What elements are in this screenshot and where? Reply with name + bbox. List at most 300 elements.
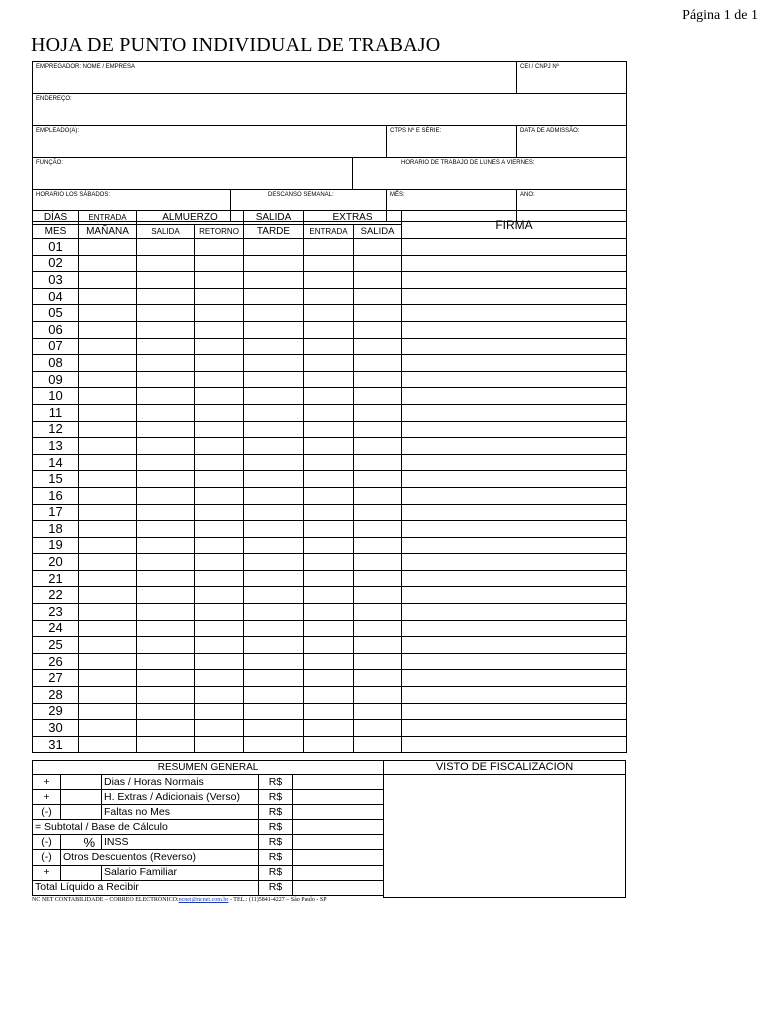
extras-salida-cell[interactable] — [354, 421, 402, 438]
salida-tarde-cell[interactable] — [244, 653, 304, 670]
summary-row — [33, 805, 384, 820]
almuerzo-retorno-cell[interactable] — [195, 720, 244, 737]
salida-tarde-cell[interactable] — [244, 504, 304, 521]
almuerzo-retorno-cell[interactable] — [195, 537, 244, 554]
value-cell[interactable] — [61, 865, 102, 880]
footer-prefix: NC NET CONTABILIDADE – CORREO ELECTRÓNICO: — [32, 897, 179, 903]
almuerzo-salida-cell[interactable] — [137, 454, 195, 471]
extras-salida-cell[interactable] — [354, 239, 402, 256]
almuerzo-salida-cell[interactable] — [137, 371, 195, 388]
extras-salida-cell[interactable] — [354, 587, 402, 604]
almuerzo-salida-cell[interactable] — [137, 471, 195, 488]
field-empleado[interactable]: EMPLEADO(A): — [33, 126, 387, 158]
day-row — [33, 653, 627, 670]
almuerzo-salida-cell[interactable] — [137, 587, 195, 604]
almuerzo-retorno-cell[interactable] — [195, 321, 244, 338]
almuerzo-salida-cell[interactable] — [137, 570, 195, 587]
almuerzo-retorno-cell[interactable] — [195, 653, 244, 670]
salida-tarde-cell[interactable] — [244, 670, 304, 687]
almuerzo-retorno-cell[interactable] — [195, 587, 244, 604]
day-row — [33, 703, 627, 720]
firma-cell[interactable] — [402, 371, 627, 388]
almuerzo-salida-cell[interactable] — [137, 355, 195, 372]
almuerzo-retorno-cell[interactable] — [195, 554, 244, 571]
day-number: 21 — [33, 570, 79, 587]
almuerzo-salida-cell[interactable] — [137, 620, 195, 637]
extras-entrada-cell[interactable] — [304, 720, 354, 737]
almuerzo-salida-cell[interactable] — [137, 288, 195, 305]
entrada-manana-cell[interactable] — [79, 703, 137, 720]
almuerzo-retorno-cell[interactable] — [195, 570, 244, 587]
entrada-manana-cell[interactable] — [79, 620, 137, 637]
entrada-manana-cell[interactable] — [79, 388, 137, 405]
almuerzo-salida-cell[interactable] — [137, 687, 195, 704]
extras-entrada-cell[interactable] — [304, 587, 354, 604]
extras-salida-cell[interactable] — [354, 604, 402, 621]
field-funcao[interactable]: FUNÇÃO: — [33, 158, 353, 190]
firma-cell[interactable] — [402, 272, 627, 289]
header-almuerzo-retorno: RETORNO — [195, 225, 244, 239]
almuerzo-retorno-cell[interactable] — [195, 288, 244, 305]
day-row — [33, 305, 627, 322]
almuerzo-salida-cell[interactable] — [137, 653, 195, 670]
value-cell[interactable] — [61, 805, 102, 820]
salida-tarde-cell[interactable] — [244, 438, 304, 455]
salida-tarde-cell[interactable] — [244, 338, 304, 355]
day-number: 03 — [33, 272, 79, 289]
almuerzo-retorno-cell[interactable] — [195, 687, 244, 704]
salida-tarde-cell[interactable] — [244, 604, 304, 621]
almuerzo-retorno-cell[interactable] — [195, 305, 244, 322]
currency: R$ — [259, 775, 293, 790]
summary-label: Faltas no Mes — [102, 805, 259, 820]
firma-cell[interactable] — [402, 554, 627, 571]
almuerzo-salida-cell[interactable] — [137, 554, 195, 571]
extras-salida-cell[interactable] — [354, 637, 402, 654]
firma-cell[interactable] — [402, 438, 627, 455]
extras-entrada-cell[interactable] — [304, 454, 354, 471]
extras-salida-cell[interactable] — [354, 720, 402, 737]
field-endereco[interactable]: ENDEREÇO: — [33, 94, 627, 126]
almuerzo-retorno-cell[interactable] — [195, 421, 244, 438]
day-number: 14 — [33, 454, 79, 471]
field-mes[interactable]: MÊS: — [387, 190, 517, 222]
value-cell[interactable] — [61, 775, 102, 790]
salida-tarde-cell[interactable] — [244, 554, 304, 571]
amount-cell[interactable] — [293, 775, 384, 790]
almuerzo-retorno-cell[interactable] — [195, 338, 244, 355]
extras-salida-cell[interactable] — [354, 504, 402, 521]
almuerzo-salida-cell[interactable] — [137, 537, 195, 554]
extras-salida-cell[interactable] — [354, 703, 402, 720]
firma-cell[interactable] — [402, 454, 627, 471]
firma-cell[interactable] — [402, 587, 627, 604]
sign: (-) — [33, 805, 61, 820]
almuerzo-retorno-cell[interactable] — [195, 371, 244, 388]
salida-tarde-cell[interactable] — [244, 521, 304, 538]
extras-entrada-cell[interactable] — [304, 288, 354, 305]
info-block — [32, 61, 627, 222]
summary-label: Salario Familiar — [102, 865, 259, 880]
percent-cell[interactable] — [61, 835, 102, 850]
entrada-manana-cell[interactable] — [79, 521, 137, 538]
almuerzo-salida-cell[interactable] — [137, 255, 195, 272]
value-cell[interactable] — [61, 790, 102, 805]
extras-entrada-cell[interactable] — [304, 471, 354, 488]
day-number: 16 — [33, 487, 79, 504]
firma-cell[interactable] — [402, 521, 627, 538]
salida-tarde-cell[interactable] — [244, 239, 304, 256]
day-row — [33, 487, 627, 504]
firma-cell[interactable] — [402, 255, 627, 272]
salida-tarde-cell[interactable] — [244, 687, 304, 704]
day-row — [33, 670, 627, 687]
field-descanso[interactable]: DESCANSO SEMANAL: — [231, 190, 387, 222]
firma-cell[interactable] — [402, 305, 627, 322]
extras-salida-cell[interactable] — [354, 736, 402, 753]
header-extras: EXTRAS — [304, 211, 402, 225]
almuerzo-retorno-cell[interactable] — [195, 637, 244, 654]
day-number: 08 — [33, 355, 79, 372]
field-horario-lv[interactable]: HORARIO DE TRABAJO DE LUNES A VIERNES: — [353, 158, 627, 190]
almuerzo-retorno-cell[interactable] — [195, 471, 244, 488]
day-row — [33, 554, 627, 571]
entrada-manana-cell[interactable] — [79, 487, 137, 504]
almuerzo-retorno-cell[interactable] — [195, 438, 244, 455]
extras-entrada-cell[interactable] — [304, 537, 354, 554]
entrada-manana-cell[interactable] — [79, 736, 137, 753]
firma-cell[interactable] — [402, 703, 627, 720]
extras-salida-cell[interactable] — [354, 653, 402, 670]
almuerzo-retorno-cell[interactable] — [195, 388, 244, 405]
extras-salida-cell[interactable] — [354, 272, 402, 289]
day-number: 28 — [33, 687, 79, 704]
extras-entrada-cell[interactable] — [304, 404, 354, 421]
firma-cell[interactable] — [402, 404, 627, 421]
entrada-manana-cell[interactable] — [79, 471, 137, 488]
header-firma: FIRMA — [402, 211, 627, 239]
salida-tarde-cell[interactable] — [244, 404, 304, 421]
entrada-manana-cell[interactable] — [79, 355, 137, 372]
salida-tarde-cell[interactable] — [244, 703, 304, 720]
field-cei[interactable]: CEI / CNPJ Nº — [517, 62, 627, 94]
almuerzo-salida-cell[interactable] — [137, 388, 195, 405]
almuerzo-retorno-cell[interactable] — [195, 487, 244, 504]
firma-cell[interactable] — [402, 504, 627, 521]
summary-label: Otros Descuentos (Reverso) — [61, 850, 259, 865]
day-row — [33, 720, 627, 737]
day-row — [33, 239, 627, 256]
extras-entrada-cell[interactable] — [304, 554, 354, 571]
entrada-manana-cell[interactable] — [79, 305, 137, 322]
almuerzo-retorno-cell[interactable] — [195, 239, 244, 256]
firma-cell[interactable] — [402, 653, 627, 670]
extras-entrada-cell[interactable] — [304, 670, 354, 687]
entrada-manana-cell[interactable] — [79, 421, 137, 438]
extras-entrada-cell[interactable] — [304, 438, 354, 455]
extras-salida-cell[interactable] — [354, 371, 402, 388]
salida-tarde-cell[interactable] — [244, 388, 304, 405]
day-row — [33, 355, 627, 372]
extras-salida-cell[interactable] — [354, 305, 402, 322]
field-ctps[interactable]: CTPS Nº E SÉRIE: — [387, 126, 517, 158]
firma-cell[interactable] — [402, 620, 627, 637]
entrada-manana-cell[interactable] — [79, 687, 137, 704]
day-number: 29 — [33, 703, 79, 720]
day-number: 10 — [33, 388, 79, 405]
extras-salida-cell[interactable] — [354, 288, 402, 305]
almuerzo-salida-cell[interactable] — [137, 670, 195, 687]
day-number: 19 — [33, 537, 79, 554]
firma-cell[interactable] — [402, 487, 627, 504]
salida-tarde-cell[interactable] — [244, 471, 304, 488]
salida-tarde-cell[interactable] — [244, 570, 304, 587]
extras-salida-cell[interactable] — [354, 487, 402, 504]
almuerzo-salida-cell[interactable] — [137, 305, 195, 322]
day-row — [33, 570, 627, 587]
day-row — [33, 687, 627, 704]
sign: + — [33, 865, 61, 880]
day-row — [33, 338, 627, 355]
firma-cell[interactable] — [402, 288, 627, 305]
salida-tarde-cell[interactable] — [244, 454, 304, 471]
salida-tarde-cell[interactable] — [244, 272, 304, 289]
almuerzo-retorno-cell[interactable] — [195, 620, 244, 637]
almuerzo-salida-cell[interactable] — [137, 239, 195, 256]
field-admissao[interactable]: DATA DE ADMISSÃO: — [517, 126, 627, 158]
entrada-manana-cell[interactable] — [79, 604, 137, 621]
almuerzo-retorno-cell[interactable] — [195, 454, 244, 471]
almuerzo-salida-cell[interactable] — [137, 404, 195, 421]
entrada-manana-cell[interactable] — [79, 272, 137, 289]
firma-cell[interactable] — [402, 388, 627, 405]
extras-entrada-cell[interactable] — [304, 421, 354, 438]
almuerzo-retorno-cell[interactable] — [195, 272, 244, 289]
visto-box[interactable] — [383, 760, 626, 898]
entrada-manana-cell[interactable] — [79, 570, 137, 587]
header-extras-entrada: ENTRADA — [304, 225, 354, 239]
page-indicator: Página 1 de 1 — [682, 8, 758, 23]
salida-tarde-cell[interactable] — [244, 720, 304, 737]
entrada-manana-cell[interactable] — [79, 720, 137, 737]
field-horario-sab[interactable]: HORARIO LOS SÁBADOS: — [33, 190, 231, 222]
extras-entrada-cell[interactable] — [304, 637, 354, 654]
almuerzo-retorno-cell[interactable] — [195, 255, 244, 272]
extras-entrada-cell[interactable] — [304, 487, 354, 504]
almuerzo-salida-cell[interactable] — [137, 521, 195, 538]
extras-entrada-cell[interactable] — [304, 504, 354, 521]
day-number: 24 — [33, 620, 79, 637]
salida-tarde-cell[interactable] — [244, 321, 304, 338]
entrada-manana-cell[interactable] — [79, 288, 137, 305]
day-row — [33, 504, 627, 521]
day-number: 26 — [33, 653, 79, 670]
almuerzo-retorno-cell[interactable] — [195, 703, 244, 720]
almuerzo-salida-cell[interactable] — [137, 321, 195, 338]
firma-cell[interactable] — [402, 239, 627, 256]
firma-cell[interactable] — [402, 687, 627, 704]
extras-entrada-cell[interactable] — [304, 321, 354, 338]
almuerzo-salida-cell[interactable] — [137, 438, 195, 455]
extras-entrada-cell[interactable] — [304, 604, 354, 621]
extras-salida-cell[interactable] — [354, 537, 402, 554]
firma-cell[interactable] — [402, 338, 627, 355]
entrada-manana-cell[interactable] — [79, 504, 137, 521]
extras-salida-cell[interactable] — [354, 687, 402, 704]
almuerzo-salida-cell[interactable] — [137, 604, 195, 621]
footer-email-link[interactable]: ncnet@ncnet.com.br — [178, 897, 229, 903]
extras-entrada-cell[interactable] — [304, 570, 354, 587]
salida-tarde-cell[interactable] — [244, 736, 304, 753]
entrada-manana-cell[interactable] — [79, 670, 137, 687]
almuerzo-salida-cell[interactable] — [137, 421, 195, 438]
amount-cell[interactable] — [293, 805, 384, 820]
summary-label: = Subtotal / Base de Cálculo — [33, 820, 259, 835]
salida-tarde-cell[interactable] — [244, 288, 304, 305]
firma-cell[interactable] — [402, 604, 627, 621]
extras-entrada-cell[interactable] — [304, 255, 354, 272]
almuerzo-salida-cell[interactable] — [137, 703, 195, 720]
firma-cell[interactable] — [402, 736, 627, 753]
extras-salida-cell[interactable] — [354, 388, 402, 405]
entrada-manana-cell[interactable] — [79, 371, 137, 388]
entrada-manana-cell[interactable] — [79, 653, 137, 670]
almuerzo-retorno-cell[interactable] — [195, 670, 244, 687]
almuerzo-retorno-cell[interactable] — [195, 521, 244, 538]
header-dias: DÍAS — [33, 211, 79, 225]
extras-salida-cell[interactable] — [354, 355, 402, 372]
header-extras-salida: SALIDA — [354, 225, 402, 239]
almuerzo-salida-cell[interactable] — [137, 504, 195, 521]
day-number: 20 — [33, 554, 79, 571]
firma-cell[interactable] — [402, 670, 627, 687]
firma-cell[interactable] — [402, 570, 627, 587]
day-row — [33, 321, 627, 338]
amount-cell[interactable] — [293, 835, 384, 850]
extras-entrada-cell[interactable] — [304, 305, 354, 322]
entrada-manana-cell[interactable] — [79, 537, 137, 554]
summary-row — [33, 820, 384, 835]
amount-cell[interactable] — [293, 880, 384, 895]
field-empregador[interactable]: EMPREGADOR: NOME / EMPRESA — [33, 62, 517, 94]
entrada-manana-cell[interactable] — [79, 404, 137, 421]
almuerzo-retorno-cell[interactable] — [195, 736, 244, 753]
almuerzo-retorno-cell[interactable] — [195, 355, 244, 372]
almuerzo-retorno-cell[interactable] — [195, 604, 244, 621]
almuerzo-salida-cell[interactable] — [137, 338, 195, 355]
almuerzo-salida-cell[interactable] — [137, 736, 195, 753]
extras-entrada-cell[interactable] — [304, 388, 354, 405]
entrada-manana-cell[interactable] — [79, 438, 137, 455]
almuerzo-retorno-cell[interactable] — [195, 404, 244, 421]
almuerzo-retorno-cell[interactable] — [195, 504, 244, 521]
extras-entrada-cell[interactable] — [304, 239, 354, 256]
extras-entrada-cell[interactable] — [304, 653, 354, 670]
extras-salida-cell[interactable] — [354, 255, 402, 272]
entrada-manana-cell[interactable] — [79, 321, 137, 338]
salida-tarde-cell[interactable] — [244, 537, 304, 554]
header-almuerzo: ALMUERZO — [137, 211, 244, 225]
firma-cell[interactable] — [402, 720, 627, 737]
salida-tarde-cell[interactable] — [244, 371, 304, 388]
day-number: 31 — [33, 736, 79, 753]
amount-cell[interactable] — [293, 865, 384, 880]
salida-tarde-cell[interactable] — [244, 487, 304, 504]
extras-entrada-cell[interactable] — [304, 687, 354, 704]
extras-salida-cell[interactable] — [354, 338, 402, 355]
extras-salida-cell[interactable] — [354, 521, 402, 538]
firma-cell[interactable] — [402, 421, 627, 438]
field-ano[interactable]: ANO: — [517, 190, 627, 222]
firma-cell[interactable] — [402, 637, 627, 654]
firma-cell[interactable] — [402, 355, 627, 372]
salida-tarde-cell[interactable] — [244, 305, 304, 322]
extras-salida-cell[interactable] — [354, 554, 402, 571]
salida-tarde-cell[interactable] — [244, 355, 304, 372]
day-number: 25 — [33, 637, 79, 654]
extras-entrada-cell[interactable] — [304, 620, 354, 637]
extras-entrada-cell[interactable] — [304, 736, 354, 753]
extras-entrada-cell[interactable] — [304, 338, 354, 355]
extras-salida-cell[interactable] — [354, 321, 402, 338]
currency: R$ — [259, 790, 293, 805]
entrada-manana-cell[interactable] — [79, 454, 137, 471]
extras-salida-cell[interactable] — [354, 438, 402, 455]
extras-salida-cell[interactable] — [354, 471, 402, 488]
almuerzo-salida-cell[interactable] — [137, 272, 195, 289]
entrada-manana-cell[interactable] — [79, 338, 137, 355]
extras-entrada-cell[interactable] — [304, 703, 354, 720]
amount-cell[interactable] — [293, 790, 384, 805]
entrada-manana-cell[interactable] — [79, 255, 137, 272]
extras-salida-cell[interactable] — [354, 404, 402, 421]
summary-label: Dias / Horas Normais — [102, 775, 259, 790]
salida-tarde-cell[interactable] — [244, 637, 304, 654]
summary-row — [33, 790, 384, 805]
firma-cell[interactable] — [402, 471, 627, 488]
extras-entrada-cell[interactable] — [304, 355, 354, 372]
amount-cell[interactable] — [293, 850, 384, 865]
firma-cell[interactable] — [402, 321, 627, 338]
entrada-manana-cell[interactable] — [79, 554, 137, 571]
salida-tarde-cell[interactable] — [244, 620, 304, 637]
entrada-manana-cell[interactable] — [79, 637, 137, 654]
currency: R$ — [259, 880, 293, 895]
entrada-manana-cell[interactable] — [79, 239, 137, 256]
extras-salida-cell[interactable] — [354, 670, 402, 687]
day-row — [33, 537, 627, 554]
almuerzo-salida-cell[interactable] — [137, 487, 195, 504]
extras-entrada-cell[interactable] — [304, 521, 354, 538]
footer-suffix: - TEL.: (11)5841-4227 – São Paulo - SP — [228, 897, 327, 903]
extras-salida-cell[interactable] — [354, 570, 402, 587]
extras-entrada-cell[interactable] — [304, 272, 354, 289]
extras-entrada-cell[interactable] — [304, 371, 354, 388]
salida-tarde-cell[interactable] — [244, 255, 304, 272]
day-number: 17 — [33, 504, 79, 521]
extras-salida-cell[interactable] — [354, 454, 402, 471]
almuerzo-salida-cell[interactable] — [137, 637, 195, 654]
extras-salida-cell[interactable] — [354, 620, 402, 637]
almuerzo-salida-cell[interactable] — [137, 720, 195, 737]
salida-tarde-cell[interactable] — [244, 421, 304, 438]
day-number: 22 — [33, 587, 79, 604]
salida-tarde-cell[interactable] — [244, 587, 304, 604]
entrada-manana-cell[interactable] — [79, 587, 137, 604]
amount-cell[interactable] — [293, 820, 384, 835]
firma-cell[interactable] — [402, 537, 627, 554]
header-tarde: TARDE — [244, 225, 304, 239]
